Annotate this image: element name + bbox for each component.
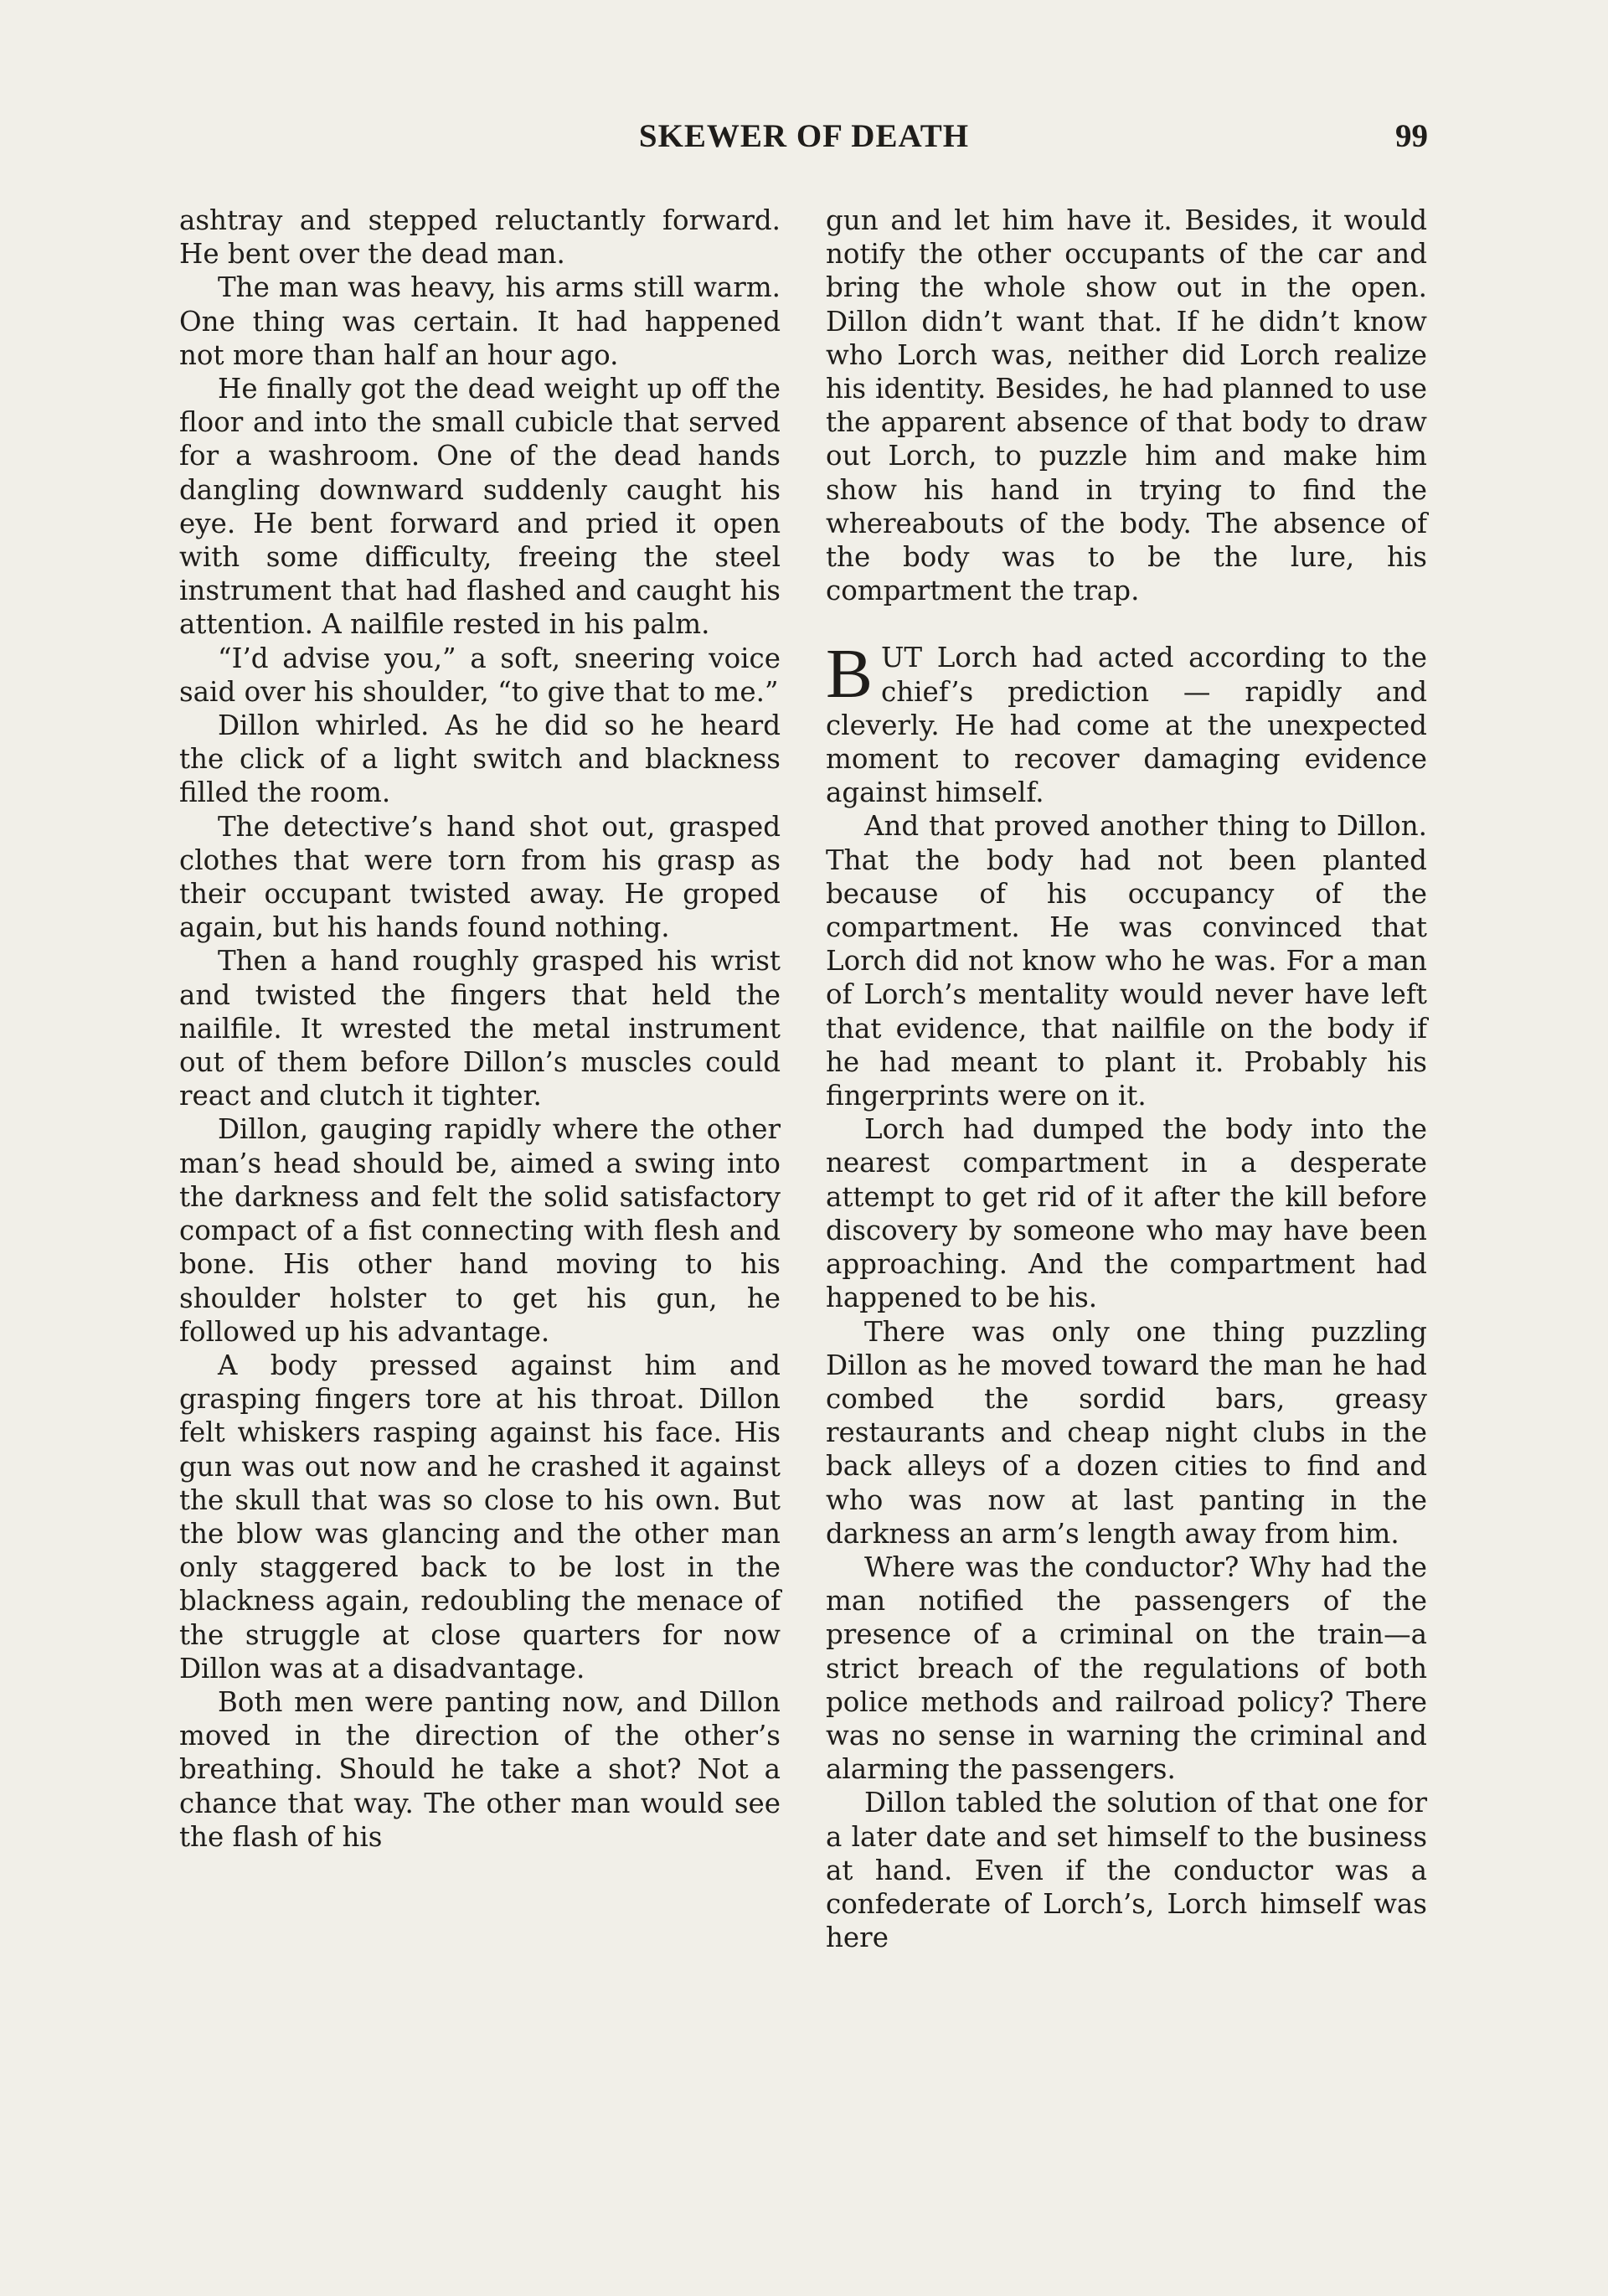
paragraph: And that proved another thing to Dillon. That the body had not been planted because of his occupancy of the compartment. He was convinced that Lorch did not know who he was. For a man of Lorch’s mentality would never have left that evidence, that nailfile on the body if he had meant to plant it. Probably his fingerprints were on it. <box>826 810 1427 1112</box>
page-number: 99 <box>1395 118 1428 154</box>
paragraph: Dillon, gauging rapidly where the other man’s head should be, aimed a swing into the darkness and felt the solid satisfactory compact of a fist connecting with flesh and bone. His other hand moving to his shoulder holster to get his gun, he followed up his advantage. <box>179 1113 781 1348</box>
paragraph: gun and let him have it. Besides, it would notify the other occupants of the car and bring the whole show out in the open. Dillon didn’t want that. If he didn’t know who Lorch was, neither did Lorch realize his identity. Besides, he had planned to use the apparent absence of that body to draw out Lorch, to puzzle him and make him show his hand in trying to find the whereabouts of the body. The absence of the body was to be the lure, his compartment the trap. <box>826 204 1427 607</box>
section-opening-paragraph <box>826 635 1427 809</box>
running-title: SKEWER OF DEATH <box>638 118 970 154</box>
paragraph: The detective’s hand shot out, grasped clothes that were torn from his grasp as their occupant twisted away. He groped again, but his hands found nothing. <box>179 810 781 944</box>
right-column <box>826 204 1427 1954</box>
drop-cap: B <box>826 635 874 714</box>
paragraph: Where was the conductor? Why had the man notified the passengers of the presence of a criminal on the train—a strict breach of the regulations of both police methods and railroad policy? There was no sense in warning the criminal and alarming the passengers. <box>826 1550 1427 1786</box>
paragraph: There was only one thing puzzling Dillon as he moved toward the man he had combed the sordid bars, greasy restaurants and cheap night clubs in the back alleys of a dozen cities to find and who was now at last panting in the darkness an arm’s length away from him. <box>826 1315 1427 1550</box>
paragraph: Dillon tabled the solution of that one for a later date and set himself to the business at hand. Even if the conductor was a confederate of Lorch’s, Lorch himself was here <box>826 1787 1427 1954</box>
paragraph: Lorch had dumped the body into the nearest compartment in a desperate attempt to get rid of it after the kill before discovery by someone who may have been approaching. And the compartment had happened to be his. <box>826 1113 1427 1314</box>
paragraph: Both men were panting now, and Dillon moved in the direction of the other’s breathing. Should he take a shot? Not a chance that way. The other man would see the flash of his <box>179 1685 781 1853</box>
paragraph: A body pressed against him and grasping fingers tore at his throat. Dillon felt whiskers rasping against his face. His gun was out now and he crashed it against the skull that was so close to his own. But the blow was glancing and the other man only staggered back to be lost in the blackness again, redoubling the menace of the struggle at close quarters for now Dillon was at a disadvantage. <box>179 1349 781 1685</box>
section-opening-text: UT Lorch had acted according to the chief’s prediction — rapidly and cleverly. He had come at the unexpected moment to recover damaging evidence against himself. <box>826 642 1427 809</box>
paragraph: “I’d advise you,” a soft, sneering voice said over his shoulder, “to give that to me.” <box>179 642 781 708</box>
paragraph: The man was heavy, his arms still warm. One thing was certain. It had happened not more than half an hour ago. <box>179 271 781 371</box>
paragraph: Dillon whirled. As he did so he heard the click of a light switch and blackness filled the room. <box>179 709 781 809</box>
paragraph: ashtray and stepped reluctantly forward. He bent over the dead man. <box>179 204 781 271</box>
paragraph: He finally got the dead weight up off the floor and into the small cubicle that served for a washroom. One of the dead hands dangling downward suddenly caught his eye. He bent forward and pried it open with some difficulty, freeing the steel instrument that had flashed and caught his attention. A nailfile rested in his palm. <box>179 373 781 641</box>
paragraph: Then a hand roughly grasped his wrist and twisted the fingers that held the nailfile. It wrested the metal instrument out of them before Dillon’s muscles could react and clutch it tighter. <box>179 945 781 1112</box>
left-column <box>179 204 781 1854</box>
